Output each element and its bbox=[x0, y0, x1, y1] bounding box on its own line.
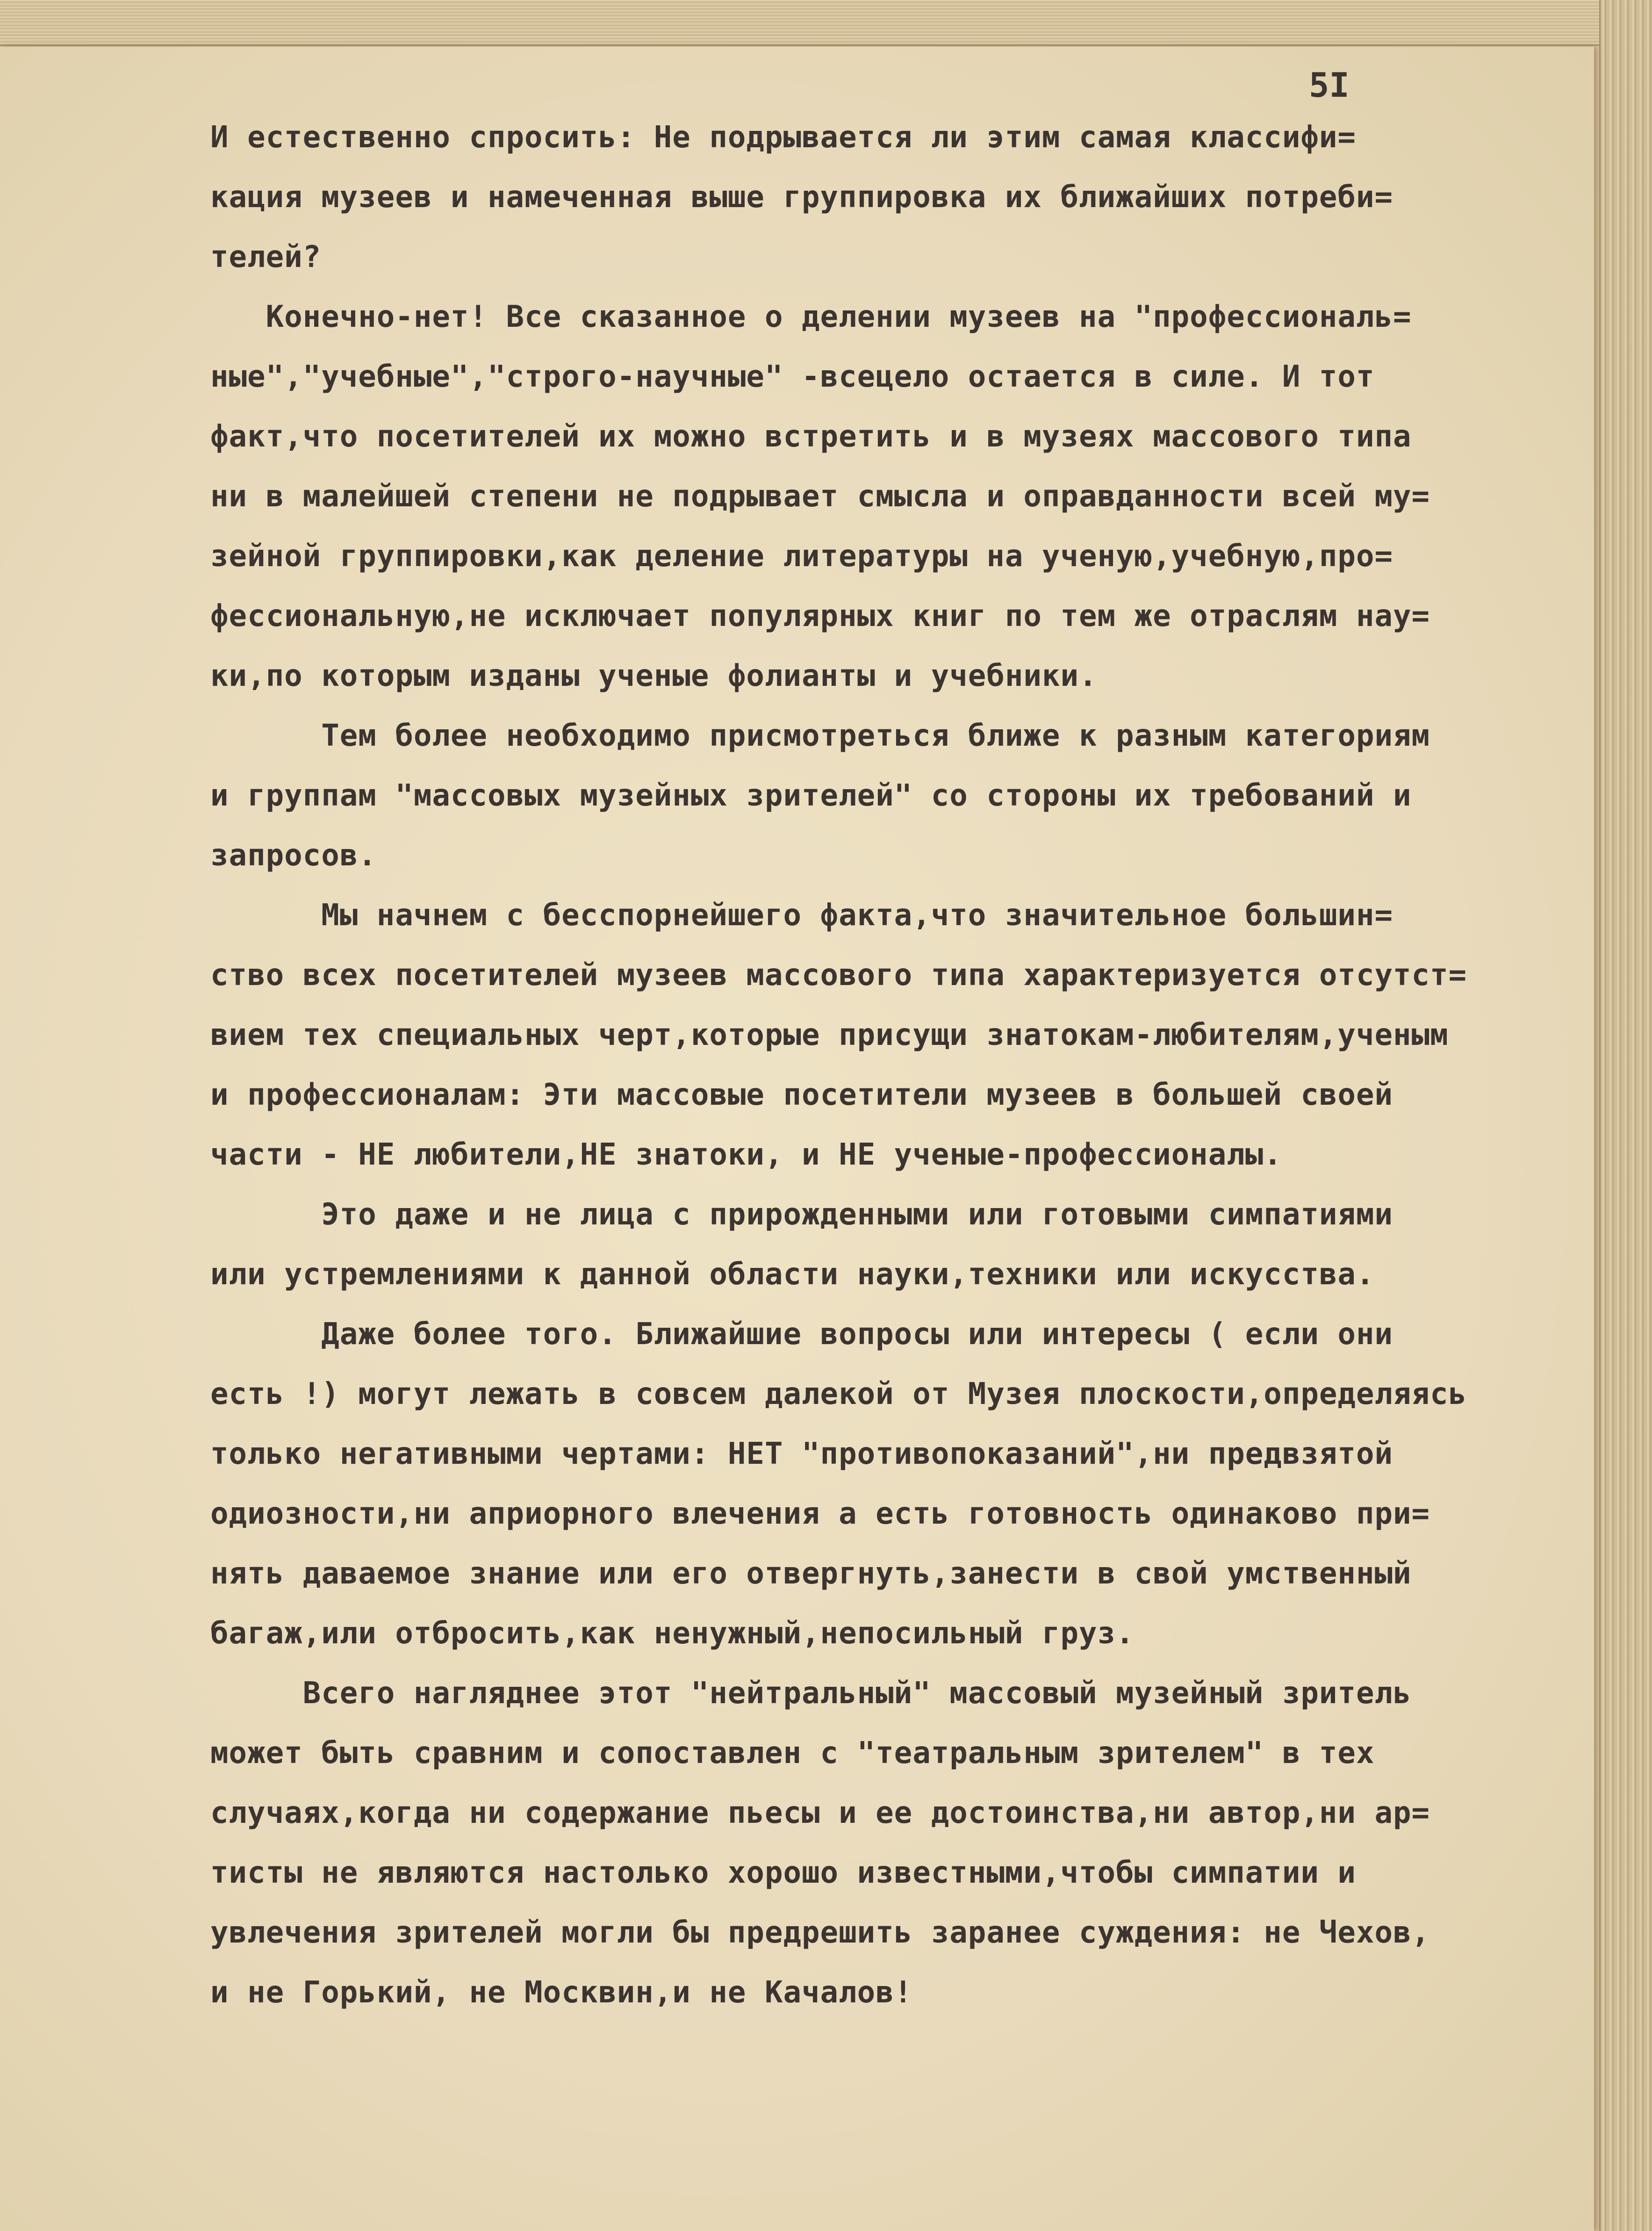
text-line: зейной группировки,как деление литературы на ученую,учебную,про= bbox=[210, 539, 1393, 574]
text-line: факт,что посетителей их можно встретить и в музеях массового типа bbox=[210, 419, 1412, 454]
text-line: вием тех специальных черт,которые присущи знатокам-любителям,ученым bbox=[210, 1018, 1449, 1052]
stacked-pages-right-edge bbox=[1599, 0, 1652, 2231]
text-line: тисты не являются настолько хорошо известными,чтобы симпатии и bbox=[210, 1856, 1356, 1890]
text-line: И естественно спросить: Не подрывается ли этим самая классифи= bbox=[210, 120, 1356, 155]
text-line: и не Горький, не Москвин,и не Качалов! bbox=[210, 1975, 913, 2010]
text-line: ни в малейшей степени не подрывает смысла и оправданности всей му= bbox=[210, 479, 1430, 514]
text-line: только негативными чертами: НЕТ "противопоказаний",ни предвзятой bbox=[210, 1437, 1393, 1471]
text-line: случаях,когда ни содержание пьесы и ее достоинства,ни автор,ни ар= bbox=[210, 1796, 1430, 1830]
text-line: нять даваемое знание или его отвергнуть,занести в свой умственный bbox=[210, 1556, 1412, 1591]
text-line: части - НЕ любители,НЕ знатоки, и НЕ ученые-профессионалы. bbox=[210, 1137, 1282, 1172]
text-line: увлечения зрителей могли бы предрешить заранее суждения: не Чехов, bbox=[210, 1915, 1430, 1950]
text-line: запросов. bbox=[210, 838, 377, 873]
text-line: кация музеев и намеченная выше группировка их ближайших потреби= bbox=[210, 180, 1393, 215]
text-line: и группам "массовых музейных зрителей" со стороны их требований и bbox=[210, 778, 1412, 813]
text-line: Конечно-нет! Все сказанное о делении музеев на "профессиональ= bbox=[210, 300, 1412, 334]
stacked-pages-top-edge bbox=[0, 0, 1652, 46]
text-line: багаж,или отбросить,как ненужный,непосильный груз. bbox=[210, 1616, 1135, 1651]
text-line: есть !) могут лежать в совсем далекой от Музея плоскости,определяясь bbox=[210, 1377, 1467, 1411]
text-line: Даже более того. Ближайшие вопросы или интересы ( если они bbox=[210, 1317, 1393, 1352]
document-body bbox=[210, 108, 1594, 2022]
text-line: или устремлениями к данной области науки,техники или искусства. bbox=[210, 1257, 1375, 1292]
page-number: 5I bbox=[1309, 65, 1350, 105]
text-line: одиозности,ни априорного влечения а есть готовность одинаково при= bbox=[210, 1497, 1430, 1531]
text-line: ные","учебные","строго-научные" -всецело остается в силе. И тот bbox=[210, 360, 1375, 394]
text-line: ки,по которым изданы ученые фолианты и учебники. bbox=[210, 659, 1098, 693]
text-line: Мы начнем с бесспорнейшего факта,что значительное большин= bbox=[210, 898, 1393, 933]
text-line: Всего нагляднее этот "нейтральный" массовый музейный зритель bbox=[210, 1676, 1412, 1711]
text-line: Тем более необходимо присмотреться ближе к разным категориям bbox=[210, 719, 1430, 753]
text-line: Это даже и не лица с прирожденными или готовыми симпатиями bbox=[210, 1197, 1393, 1232]
text-line: фессиональную,не исключает популярных книг по тем же отраслям нау= bbox=[210, 599, 1430, 633]
text-line: может быть сравним и сопоставлен с "театральным зрителем" в тех bbox=[210, 1736, 1375, 1770]
text-line: ство всех посетителей музеев массового типа характеризуется отсутст= bbox=[210, 958, 1467, 993]
text-line: телей? bbox=[210, 240, 322, 274]
text-line: и профессионалам: Эти массовые посетители музеев в большей своей bbox=[210, 1078, 1393, 1112]
